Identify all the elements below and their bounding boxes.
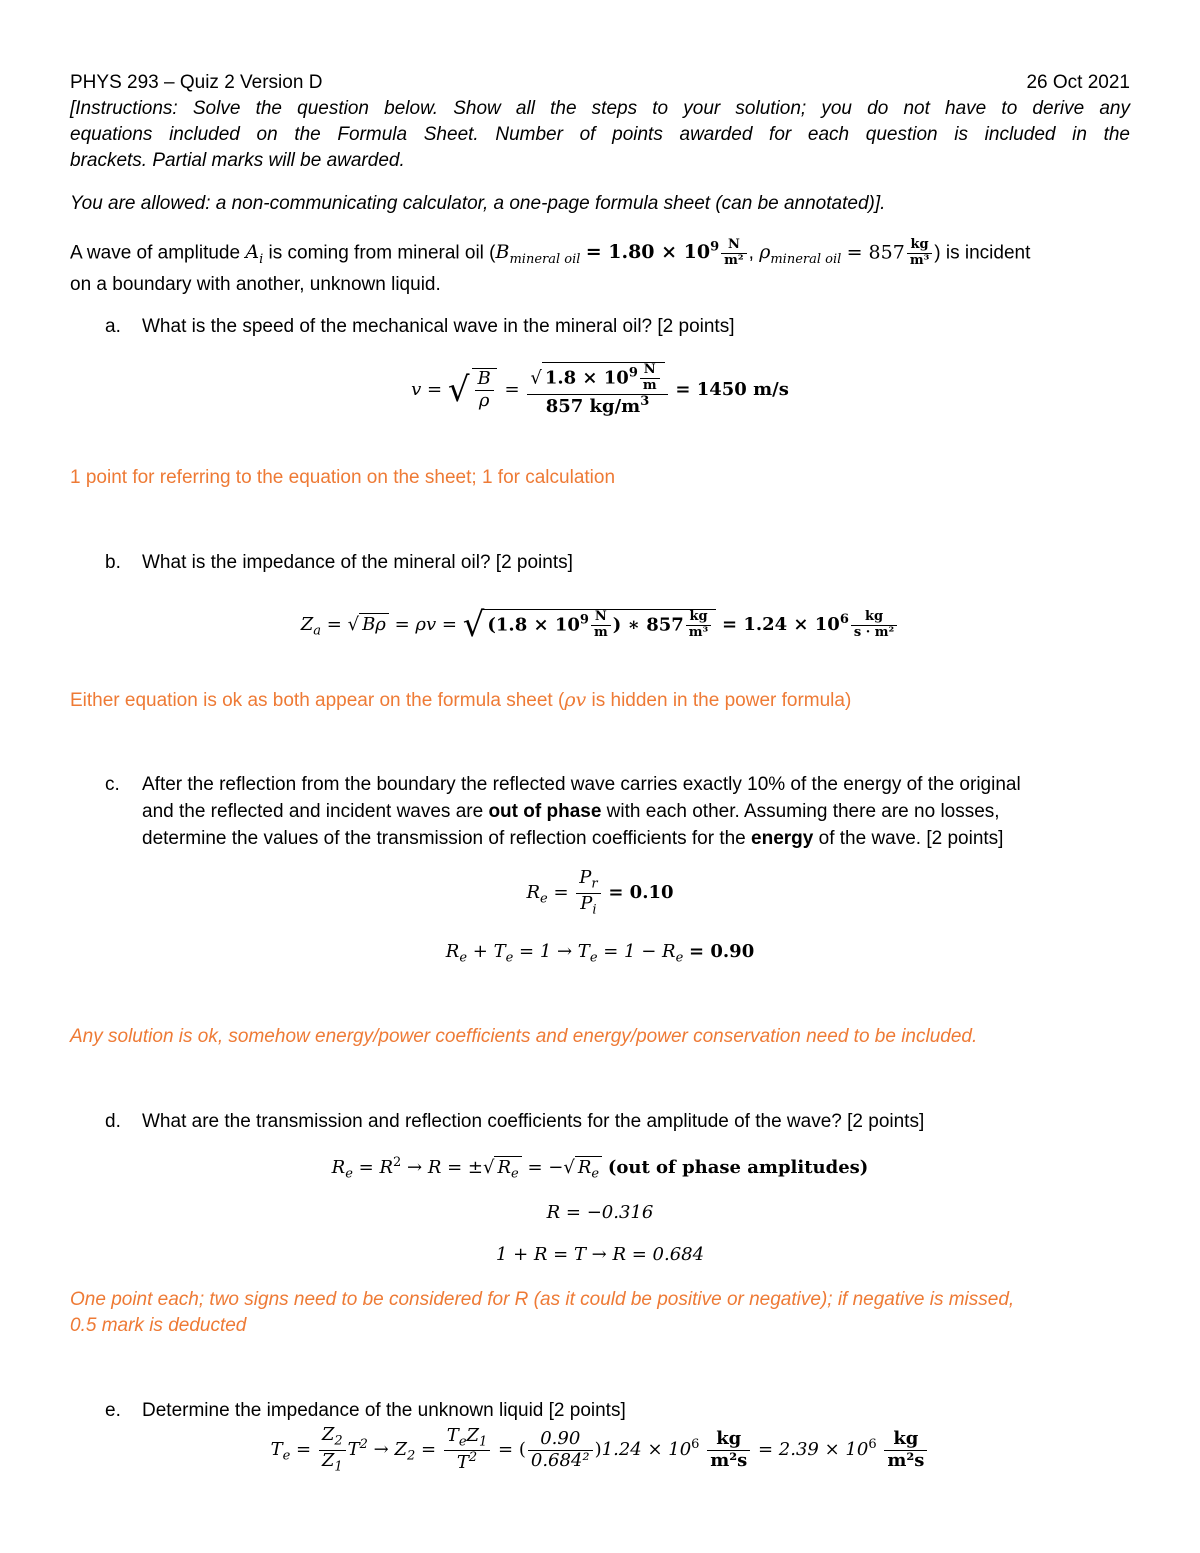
quiz-date: 26 Oct 2021	[1026, 72, 1130, 93]
intro-text-end: ) is incident	[934, 242, 1031, 264]
part-b-equation: $Z_a$ = √ Bρ = ρv = √ ($1.8 \times 10^9$ $\frac{N}{m}$ ) ∗ 857 $\frac{kg}{\text{m³}}$ = $1.24 \times 10^6$ $\frac{kg}{\text{s · m²}}$	[0, 605, 1200, 645]
density-unit: $\frac{kg}{\text{m³}}$	[907, 238, 932, 269]
part-c-grading-note: Any solution is ok, somehow energy/power coefficients and energy/power conservation need to be included.	[70, 1026, 978, 1047]
instructions-line-3: brackets. Partial marks will be awarded.	[70, 150, 405, 171]
part-c-label: c.	[105, 774, 120, 795]
part-a-question: What is the speed of the mechanical wave in the mineral oil? [2 points]	[142, 316, 735, 337]
part-d-equation-2: R = −0.316	[546, 1202, 654, 1223]
problem-intro: A wave of amplitude $A_i$ is coming from mineral oil ($B_{mineral oil} = 1.80 \times 10^9$ $\frac{N}{\text{m²}}$ , $\rho_{mineral oil} = 857$ $\frac{kg}{\text{m³}}$ ) is incident	[70, 237, 1031, 268]
density-symbol: $\rho_{mineral oil}$	[759, 241, 842, 268]
part-d-equation-1: $R_e = R^2 \to R$ = ±√ $R_e$ = −√ $R_e$ (out of phase amplitudes)	[331, 1155, 869, 1182]
part-d-label: d.	[105, 1111, 121, 1132]
part-d-grading-note-1: One point each; two signs need to be considered for R (as it could be positive or negative); if negative is missed,	[70, 1289, 1015, 1310]
part-c-line-2: and the reflected and incident waves are out of phase with each other. Assuming there are no losses,	[142, 801, 1000, 822]
part-e-question: Determine the impedance of the unknown liquid [2 points]	[142, 1400, 626, 1421]
quiz-title: PHYS 293 – Quiz 2 Version D	[70, 72, 323, 93]
part-d-equation-3: 1 + R = T → R = 0.684	[495, 1244, 705, 1265]
intro-text: A wave of amplitude	[70, 242, 241, 264]
part-a-grading-note: 1 point for referring to the equation on the sheet; 1 for calculation	[70, 467, 616, 488]
part-c-line-3: determine the values of the transmission of reflection coefficients for the energy of the wave. [2 points]	[142, 828, 1004, 849]
part-e-equation: $T_e$ = $\frac{Z_2}{Z_1}$ $T^2 \to Z_2$ = $\frac{T_eZ_1}{T^2}$ = ( $\frac{0.90}{\text{0.684²}}$ )$1.24 \times 10^6$ $\frac{kg}{\text{m²s}}$ = $2.39 \times 10^6$ $\frac{kg}{\text{m²s}}$	[0, 1425, 1200, 1475]
part-c-line-1: After the reflection from the boundary the reflected wave carries exactly 10% of the energy of the original	[142, 774, 1021, 795]
part-b-question: What is the impedance of the mineral oil? [2 points]	[142, 552, 573, 573]
allowed-items: You are allowed: a non-communicating calculator, a one-page formula sheet (can be annotated)].	[70, 193, 886, 214]
instructions-line-2: equations included on the Formula Sheet. Number of points awarded for each question is included in the	[70, 124, 1130, 145]
bulk-symbol: $B_{mineral oil}$	[495, 241, 581, 268]
part-a-label: a.	[105, 316, 121, 337]
density-value: = 857	[846, 241, 905, 264]
bulk-unit: $\frac{N}{\text{m²}}$	[721, 238, 746, 269]
part-c-equation-2: $R_e + T_e = 1 \to T_e = 1 - R_e = 0.90$	[445, 941, 755, 966]
part-b-label: b.	[105, 552, 121, 573]
part-b-grading-note: Either equation is ok as both appear on the formula sheet (ρv is hidden in the power formula)	[70, 689, 852, 711]
intro-text-mid: is coming from mineral oil (	[268, 242, 496, 264]
part-e-label: e.	[105, 1400, 121, 1421]
part-d-question: What are the transmission and reflection coefficients for the amplitude of the wave? [2 points]	[142, 1111, 925, 1132]
instructions-line-1: [Instructions: Solve the question below. Show all the steps to your solution; you do not have to derive any	[70, 98, 1130, 119]
bulk-value: = $1.80 \times 10^9$	[585, 240, 720, 264]
part-a-equation: v = √ $\frac{B}{\rho}$ = √ $1.8 \times 10^9$ $\frac{N}{m}$ 857 $kg/m^3$ = 1450 m/s	[411, 362, 789, 417]
part-c-equation-1: $R_e$ = $\frac{P_r}{P_i}$ = 0.10	[526, 867, 674, 918]
part-d-grading-note-2: 0.5 mark is deducted	[70, 1315, 247, 1336]
amplitude-symbol: $A_i$	[245, 241, 264, 268]
problem-intro-line-2: on a boundary with another, unknown liquid.	[70, 274, 441, 295]
